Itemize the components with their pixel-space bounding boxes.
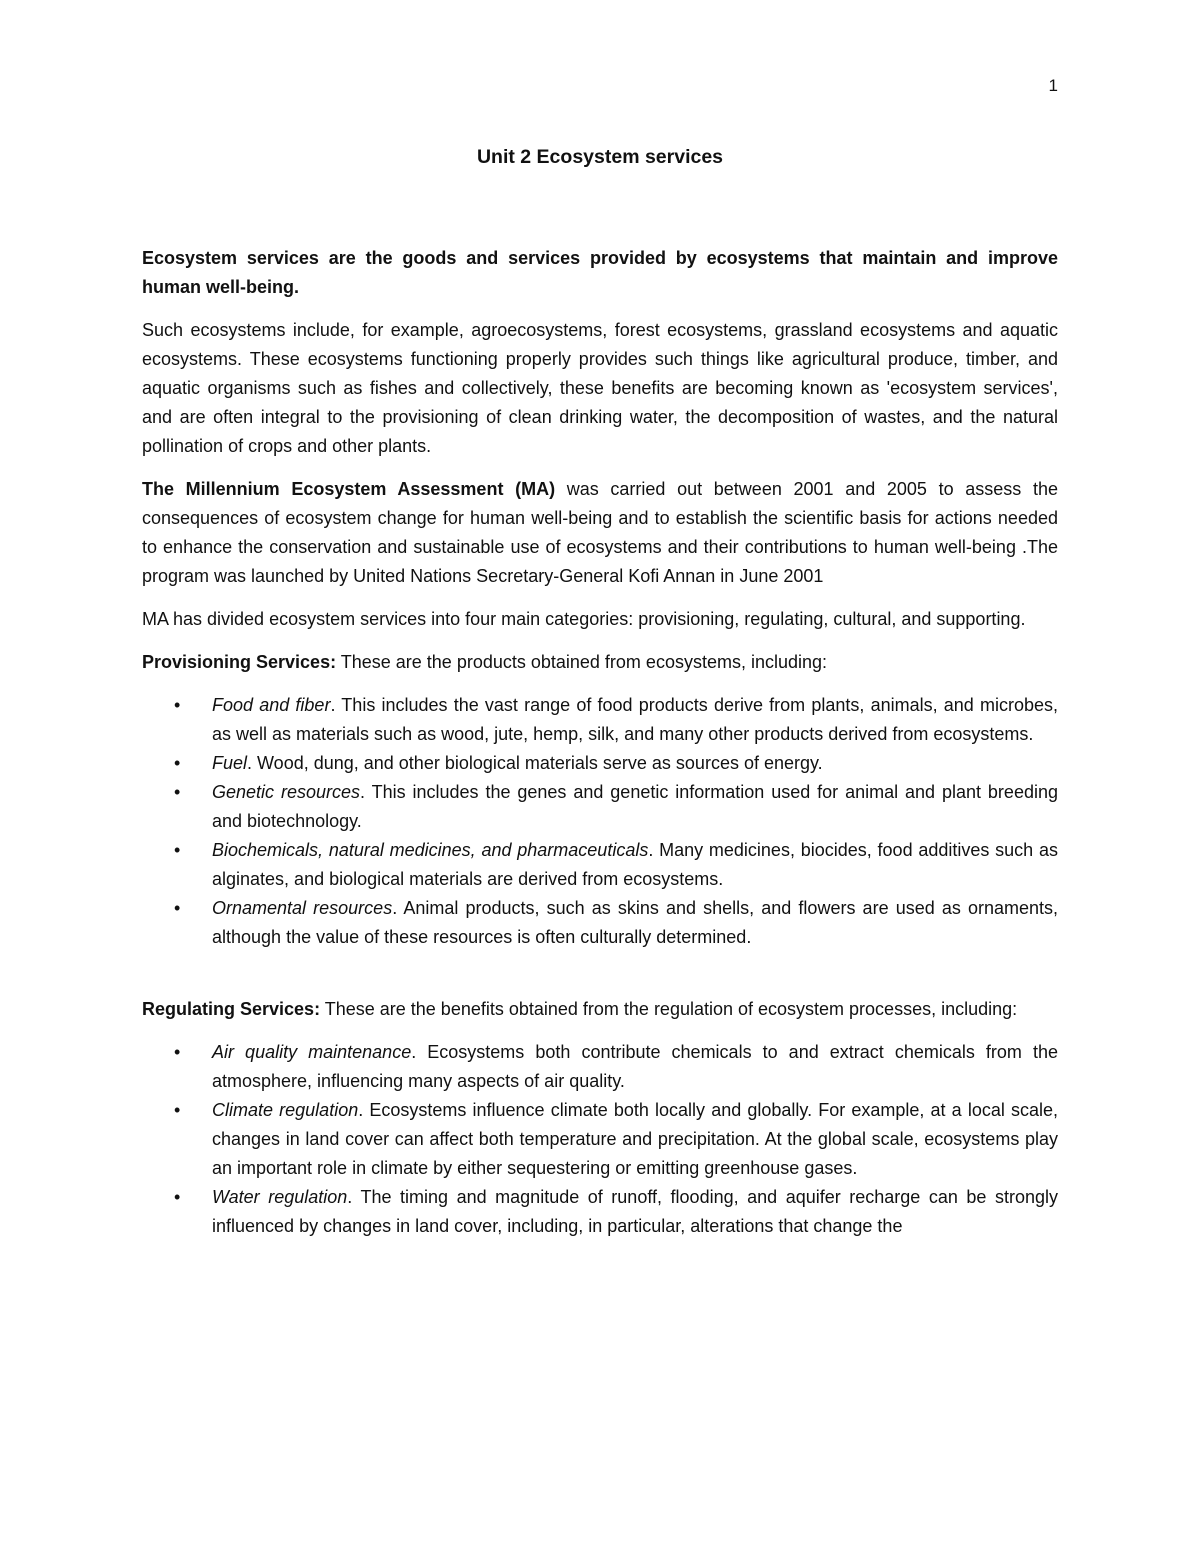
bullet-icon: • [174, 1100, 181, 1120]
list-item-term: Air quality maintenance [212, 1042, 412, 1062]
list-item-term: Water regulation [212, 1187, 348, 1207]
list-item-text: . Ecosystems both contribute chemicals to and extract chemicals from the atmosphere, influencing many aspects of air quality. [212, 1042, 1059, 1091]
list-item [142, 1096, 1058, 1183]
bullet-icon: • [174, 1187, 181, 1207]
provisioning-list [142, 691, 1058, 952]
list-item-term: Food and fiber [212, 695, 331, 715]
list-item-text: . This includes the vast range of food products derive from plants, animals, and microbes, as well as materials such as wood, jute, hemp, silk, and many other products derived from ecosystems. [212, 695, 1059, 744]
regulating-list [142, 1038, 1058, 1241]
page-number: 1 [1048, 76, 1058, 95]
regulating-intro [142, 995, 1058, 1024]
ecosystems-paragraph: Such ecosystems include, for example, agroecosystems, forest ecosystems, grassland ecosystems and aquatic ecosystems. These ecosystems functioning properly provides such things like agricultural produce, timber, and aquatic organisms such as fishes and collectively, these benefits are becoming known as 'ecosystem services', and are often integral to the provisioning of clean drinking water, the decomposition of wastes, and the natural pollination of crops and other plants. [142, 320, 1058, 456]
bullet-icon: • [174, 840, 181, 860]
list-item-term: Fuel [212, 753, 248, 773]
regulating-heading: Regulating Services: [142, 999, 321, 1019]
ma-paragraph [142, 475, 1058, 591]
categories-paragraph: MA has divided ecosystem services into four main categories: provisioning, regulating, cultural, and supporting. [142, 609, 1026, 629]
list-item-term: Genetic resources [212, 782, 360, 802]
bullet-icon: • [174, 782, 181, 802]
list-item-text: . Many medicines, biocides, food additives such as alginates, and biological materials are derived from ecosystems. [212, 840, 1058, 889]
list-item [142, 1038, 1058, 1096]
provisioning-intro-text: These are the products obtained from ecosystems, including: [336, 652, 828, 672]
bullet-icon: • [174, 753, 181, 773]
list-item-text: . Wood, dung, and other biological materials serve as sources of energy. [247, 753, 823, 773]
list-item-text: . Animal products, such as skins and shells, and flowers are used as ornaments, although the value of these resources is often culturally determined. [212, 898, 1059, 947]
list-item [142, 1183, 1058, 1241]
list-item-text: . This includes the genes and genetic information used for animal and plant breeding and biotechnology. [212, 782, 1058, 831]
list-item [142, 778, 1058, 836]
list-item-term: Ornamental resources [212, 898, 393, 918]
list-item-text: . Ecosystems influence climate both locally and globally. For example, at a local scale, changes in land cover can affect both temperature and precipitation. At the global scale, ecosystems play an important role in climate by either sequestering or emitting greenhouse gases. [212, 1100, 1058, 1178]
ma-bold-lead: The Millennium Ecosystem Assessment (MA) [142, 479, 556, 499]
list-item [142, 691, 1058, 749]
bullet-icon: • [174, 898, 181, 918]
provisioning-heading: Provisioning Services: [142, 652, 337, 672]
bullet-icon: • [174, 1042, 181, 1062]
list-item [142, 749, 1058, 778]
list-item-term: Climate regulation [212, 1100, 359, 1120]
page-title: Unit 2 Ecosystem services [476, 146, 724, 168]
document-body [142, 143, 1058, 1255]
list-item-term: Biochemicals, natural medicines, and pharmaceuticals [212, 840, 649, 860]
list-item [142, 836, 1058, 894]
list-item-text: . The timing and magnitude of runoff, flooding, and aquifer recharge can be strongly influenced by changes in land cover, including, in particular, alterations that change the [212, 1187, 1058, 1236]
regulating-intro-text: These are the benefits obtained from the regulation of ecosystem processes, including: [320, 999, 1018, 1019]
ma-text: was carried out between 2001 and 2005 to assess the consequences of ecosystem change for human well-being and to establish the scientific basis for actions needed to enhance the conservation and sustainable use of ecosystems and their contributions to human well-being .The program was launched by United Nations Secretary-General Kofi Annan in June 2001 [142, 479, 1058, 586]
bullet-icon: • [174, 695, 181, 715]
intro-paragraph: Ecosystem services are the goods and services provided by ecosystems that maintain and improve human well-being. [142, 248, 1058, 297]
list-item [142, 894, 1058, 952]
provisioning-intro [142, 648, 1058, 677]
section-spacer [142, 966, 1058, 995]
